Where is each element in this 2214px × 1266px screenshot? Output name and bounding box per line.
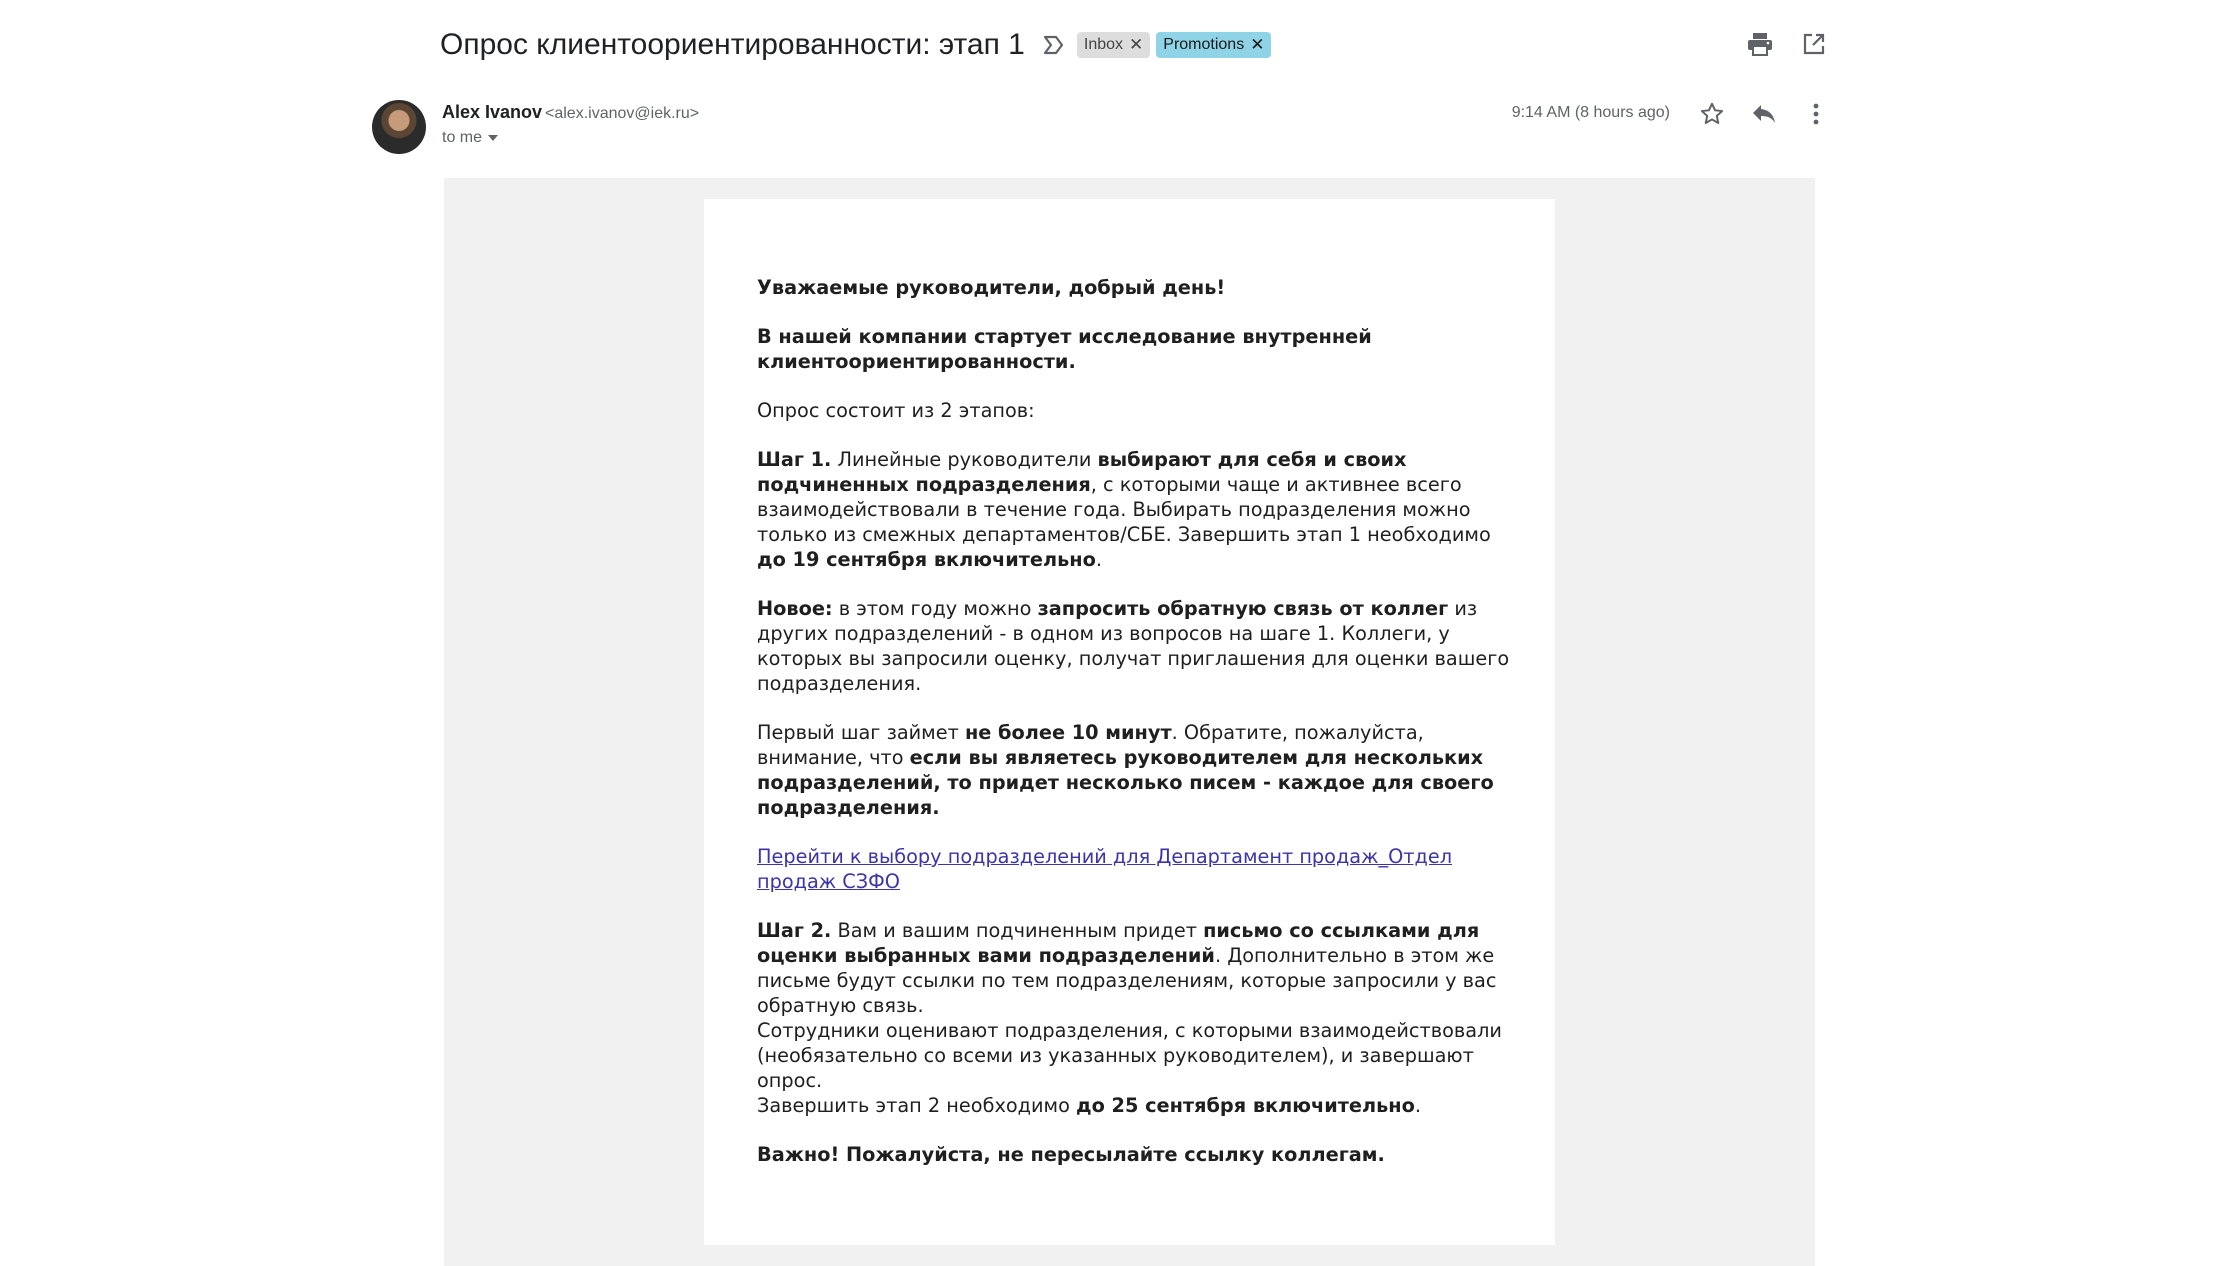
email-subject: Опрос клиентоориентированности: этап 1 (440, 28, 1025, 61)
sender-row (372, 100, 1832, 156)
message-actions (1696, 98, 1832, 130)
important-text: Важно! Пожалуйста, не пересылайте ссылку коллегам. (757, 1143, 1385, 1166)
label-chip-promotions[interactable] (1156, 32, 1271, 58)
email-body-background (444, 178, 1815, 1266)
top-actions (1744, 28, 1830, 60)
first-step-b2: если вы являетесь руководителем для нескольких подразделений, то придет несколько писем - каждое для своего подразделения. (757, 746, 1494, 819)
step2-t4: Завершить этап 2 необходимо (757, 1094, 1076, 1117)
step1-label: Шаг 1. (757, 448, 832, 471)
step1-t1: Линейные руководители (831, 448, 1098, 471)
step2-t3: Сотрудники оценивают подразделения, с которыми взаимодействовали (необязательно со всеми из указанных руководителем), и завершают опрос. (757, 1019, 1502, 1092)
label-chip-name: Promotions (1163, 36, 1245, 53)
new-t2: из других подразделений - в одном из вопросов на шаге 1. Коллеги, у которых вы запросили оценку, получат приглашения для оценки вашего подразделения. (757, 597, 1510, 695)
first-step-paragraph (757, 720, 1517, 820)
recipients-toggle[interactable] (442, 129, 498, 147)
step2-paragraph (757, 918, 1517, 1118)
step2-deadline: до 25 сентября включительно (1076, 1094, 1415, 1117)
step1-paragraph (757, 447, 1517, 572)
important-paragraph (757, 1142, 1517, 1167)
sender-email: <alex.ivanov@iek.ru> (545, 105, 700, 122)
survey-link[interactable]: Перейти к выбору подразделений для Департамент продаж_Отдел продаж СЗФО (757, 845, 1453, 893)
new-t1: в этом году можно (832, 597, 1038, 620)
message-timestamp: 9:14 AM (8 hours ago) (1511, 104, 1670, 121)
label-chip-inbox[interactable] (1077, 32, 1150, 58)
first-step-t2: . Обратите, пожалуйста, внимание, что (757, 721, 1424, 769)
intro (757, 324, 1517, 374)
subject-row (440, 22, 1830, 68)
intro-text: В нашей компании стартует исследование внутренней клиентоориентированности. (757, 325, 1372, 373)
remove-label-inbox-button[interactable]: ✕ (1129, 35, 1144, 54)
email-body (757, 275, 1517, 1191)
sender-name[interactable]: Alex Ivanov (442, 102, 543, 122)
greeting-text: Уважаемые руководители, добрый день! (757, 276, 1226, 299)
step2-t2: . Дополнительно в этом же письме будут ссылки по тем подразделениям, которые запросили у вас обратную связь. (757, 944, 1497, 1017)
step1-t2: , с которыми чаще и активнее всего взаимодействовали в течение года. Выбирать подразделения можно только из смежных департаментов/СБЕ. Завершить этап 1 необходимо (757, 473, 1491, 546)
print-icon[interactable] (1744, 28, 1776, 60)
step2-label: Шаг 2. (757, 919, 832, 942)
open-in-new-icon[interactable] (1798, 28, 1830, 60)
caret-down-icon (488, 135, 498, 141)
new-b1: запросить обратную связь от коллег (1037, 597, 1449, 620)
step2-t1: Вам и вашим подчиненным придет (831, 919, 1204, 942)
stages-text: Опрос состоит из 2 этапов: (757, 399, 1035, 422)
important-marker-icon[interactable] (1041, 32, 1067, 58)
email-card (704, 199, 1555, 1245)
step1-b1: выбирают для себя и своих подчиненных подразделения (757, 448, 1407, 496)
link-paragraph (757, 844, 1517, 894)
new-label: Новое: (757, 597, 833, 620)
reply-icon[interactable] (1748, 98, 1780, 130)
step2-b1: письмо со ссылками для оценки выбранных вами подразделений (757, 919, 1480, 967)
recipients-label: to me (442, 129, 483, 146)
avatar[interactable] (372, 100, 426, 154)
step2-t5: . (1414, 1094, 1421, 1117)
new-paragraph (757, 596, 1517, 696)
first-step-b1: не более 10 минут (964, 721, 1172, 744)
more-vert-icon[interactable] (1800, 98, 1832, 130)
remove-label-promotions-button[interactable]: ✕ (1250, 35, 1265, 54)
star-icon[interactable] (1696, 98, 1728, 130)
first-step-t1: Первый шаг займет (757, 721, 965, 744)
greeting (757, 275, 1517, 300)
step1-t3: . (1095, 548, 1102, 571)
step1-deadline: до 19 сентября включительно (757, 548, 1096, 571)
label-chip-name: Inbox (1083, 36, 1124, 53)
